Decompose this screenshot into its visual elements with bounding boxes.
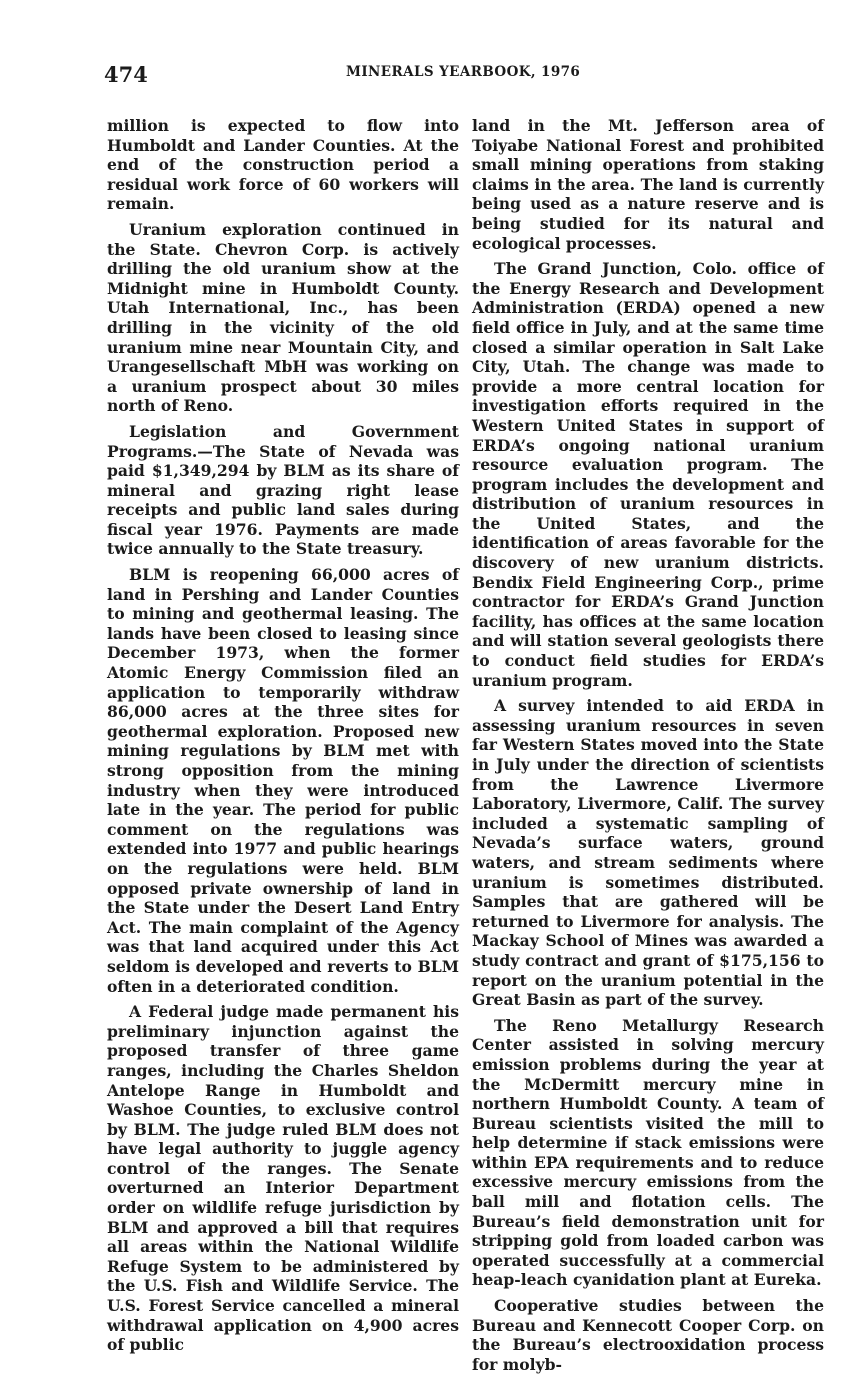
paragraph: A Federal judge made permanent his preliminary injunction against the proposed transfer of three game ranges, including the Charles Sheldon Antelope Range in Humboldt and Washoe Counties, to exclusive control by BLM. The judge ruled BLM does not have legal authority to juggle agency control of the ranges. The Senate overturned an Interior Department order on wildlife refuge jurisdiction by BLM and approved a bill that requires all areas within the National Wildlife Refuge System to be administered by the U.S. Fish and Wildlife Service. The U.S. Forest Service cancelled a mineral withdrawal application on 4,900 acres of public — [107, 1002, 459, 1355]
running-head: MINERALS YEARBOOK, 1976 — [346, 64, 581, 80]
paragraph: Uranium exploration continued in the State. Chevron Corp. is actively drilling the old uranium show at the Midnight mine in Humboldt County. Utah International, Inc., has been drilling in the vicinity of the old uranium mine near Mountain City, and Urangesellschaft MbH was working on a uranium prospect about 30 miles north of Reno. — [107, 219, 459, 416]
paragraph-text: —The State of Nevada was paid $1,349,294 by BLM as its share of mineral and grazing right lease receipts and public land sales during fiscal year 1976. Payments are made twice annually to the State treasury. — [107, 441, 459, 559]
left-column — [107, 116, 459, 1361]
paragraph: The Grand Junction, Colo. office of the Energy Research and Development Administration (ERDA) opened a new field office in July, and at the same time closed a similar operation in Salt Lake City, Utah. The change was made to provide a more central location for investigation efforts required in the Western United States in support of ERDA’s ongoing national uranium resource evaluation program. The program includes the development and distribution of uranium resources in the United States, and the identification of areas favorable for the discovery of new uranium districts. Bendix Field Engineering Corp., prime contractor for ERDA’s Grand Junction facility, has offices at the same location and will station several geologists there to conduct field studies for ERDA’s uranium program. — [472, 259, 824, 690]
paragraph: land in the Mt. Jefferson area of Toiyabe National Forest and prohibited small mining operations from staking claims in the area. The land is currently being used as a nature reserve and is being studied for its natural and ecological processes. — [472, 116, 824, 253]
right-column — [472, 116, 824, 1380]
paragraph: Cooperative studies between the Bureau and Kennecott Cooper Corp. on the Bureau’s electrooxidation process for molyb- — [472, 1296, 824, 1374]
paragraph: million is expected to flow into Humboldt and Lander Counties. At the end of the construction period a residual work force of 60 workers will remain. — [107, 116, 459, 214]
paragraph: A survey intended to aid ERDA in assessing uranium resources in seven far Western States moved into the State in July under the direction of scientists from the Lawrence Livermore Laboratory, Livermore, Calif. The survey included a systematic sampling of Nevada’s surface waters, ground waters, and stream sediments where uranium is sometimes distributed. Samples that are gathered will be returned to Livermore for analysis. The Mackay School of Mines was awarded a study contract and grant of $175,156 to report on the uranium potential in the Great Basin as part of the survey. — [472, 696, 824, 1010]
page-number: 474 — [104, 62, 148, 87]
paragraph-legislation — [107, 422, 459, 559]
paragraph: The Reno Metallurgy Research Center assisted in solving mercury emission problems during the year at the McDermitt mercury mine in northern Humboldt County. A team of Bureau scientists visited the mill to help determine if stack emissions were within EPA requirements and to reduce excessive mercury emissions from the ball mill and flotation cells. The Bureau’s field demonstration unit for stripping gold from loaded carbon was operated successfully at a commercial heap-leach cyanidation plant at Eureka. — [472, 1015, 824, 1290]
section-heading: Legislation and Government Programs. — [107, 421, 459, 461]
paragraph: BLM is reopening 66,000 acres of land in Pershing and Lander Counties to mining and geothermal leasing. The lands have been closed to leasing since December 1973, when the former Atomic Energy Commission filed an application to temporarily withdraw 86,000 acres at the three sites for geothermal exploration. Proposed new mining regulations by BLM met with strong opposition from the mining industry when they were introduced late in the year. The period for public comment on the regulations was extended into 1977 and public hearings on the regulations were held. BLM opposed private ownership of land in the State under the Desert Land Entry Act. The main complaint of the Agency was that land acquired under this Act seldom is developed and reverts to BLM often in a deteriorated condition. — [107, 565, 459, 996]
